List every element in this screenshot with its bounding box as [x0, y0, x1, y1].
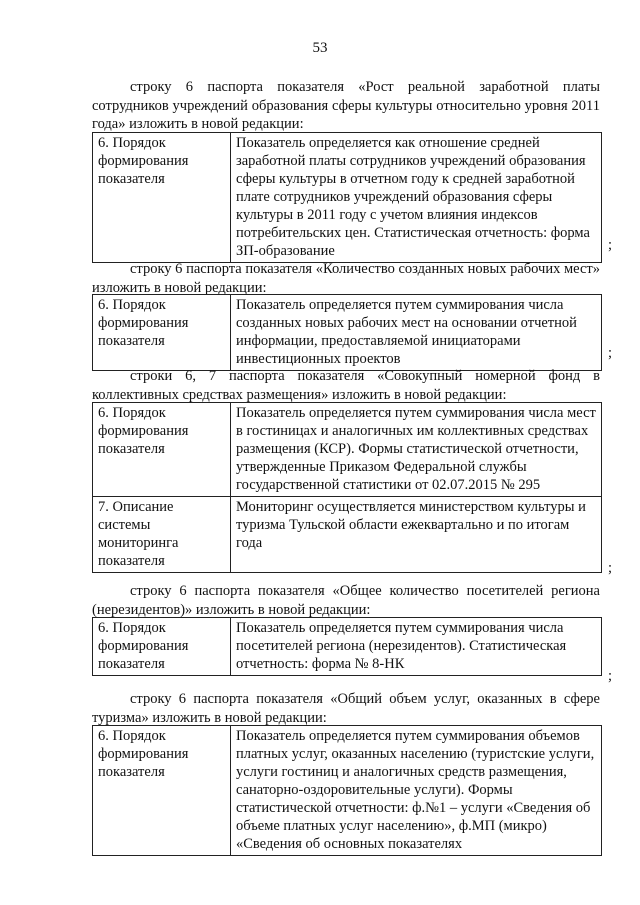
block-4-end: ;	[608, 668, 613, 684]
page-number: 53	[312, 40, 328, 56]
table-row	[93, 403, 602, 497]
block-1-intro-text: строку 6 паспорта показателя «Рост реальной заработной платы сотрудников учреждений образования сферы культуры относительно уровня 2011 года» изложить в новой редакции:	[92, 79, 600, 132]
row-label: 6. Порядок формирования показателя	[93, 403, 231, 497]
row-text: Показатель определяется путем суммирования числа созданных новых рабочих мест на основании отчетной информации, предоставляемой инициаторами инвестиционных проектов	[231, 295, 602, 371]
block-3-end: ;	[608, 560, 613, 576]
block-5-table	[92, 725, 602, 856]
table-row	[93, 133, 602, 263]
row-label: 6. Порядок формирования показателя	[93, 726, 231, 856]
row-label: 6. Порядок формирования показателя	[93, 295, 231, 371]
table-row	[93, 618, 602, 676]
row-label: 6. Порядок формирования показателя	[93, 618, 231, 676]
row-text: Показатель определяется путем суммирования числа посетителей региона (нерезидентов). Статистическая отчетность: форма № 8-НК	[231, 618, 602, 676]
table-row	[93, 295, 602, 371]
row-text: Показатель определяется путем суммирования числа мест в гостиницах и аналогичных им коллективных средствах размещения (КСР). Формы статистической отчетности, утвержденные Приказом Федеральной службы государственной статистики от 02.07.2015 № 295	[231, 403, 602, 497]
table-row	[93, 497, 602, 573]
row-label: 7. Описание системы мониторинга показателя	[93, 497, 231, 573]
row-label: 6. Порядок формирования показателя	[93, 133, 231, 263]
block-5-intro-text: строку 6 паспорта показателя «Общий объем услуг, оказанных в сфере туризма» изложить в новой редакции:	[92, 691, 600, 726]
row-text: Мониторинг осуществляется министерством культуры и туризма Тульской области ежеквартально и по итогам года	[231, 497, 602, 573]
block-2-table	[92, 294, 602, 371]
block-2-end: ;	[608, 345, 613, 361]
block-2-intro	[92, 260, 600, 297]
block-2-intro-text: строку 6 паспорта показателя «Количество созданных новых рабочих мест» изложить в новой редакции:	[92, 261, 600, 296]
table-row	[93, 726, 602, 856]
block-1-table	[92, 132, 602, 263]
block-1-intro	[92, 78, 600, 134]
block-4-intro-text: строку 6 паспорта показателя «Общее количество посетителей региона (нерезидентов)» изложить в новой редакции:	[92, 583, 600, 618]
block-3-intro	[92, 367, 600, 404]
block-4-table	[92, 617, 602, 676]
block-3-table	[92, 402, 602, 573]
row-text: Показатель определяется как отношение средней заработной платы сотрудников учреждений образования сферы культуры в отчетном году к средней заработной плате сотрудников учреждений образования сферы культуры в 2011 году с учетом влияния индексов потребительских цен. Статистическая отчетность: форма ЗП-образование	[231, 133, 602, 263]
row-text: Показатель определяется путем суммирования объемов платных услуг, оказанных населению (туристские услуги, услуги гостиниц и аналогичных средств размещения, санаторно-оздоровительные услуги). Формы статистической отчетности: ф.№1 – услуги «Сведения об объеме платных услуг населению», ф.МП (микро) «Сведения об основных показателях	[231, 726, 602, 856]
block-5-intro	[92, 690, 600, 727]
block-3-intro-text: строки 6, 7 паспорта показателя «Совокупный номерной фонд в коллективных средствах размещения» изложить в новой редакции:	[92, 368, 600, 403]
block-4-intro	[92, 582, 600, 619]
block-1-end: ;	[608, 237, 613, 253]
